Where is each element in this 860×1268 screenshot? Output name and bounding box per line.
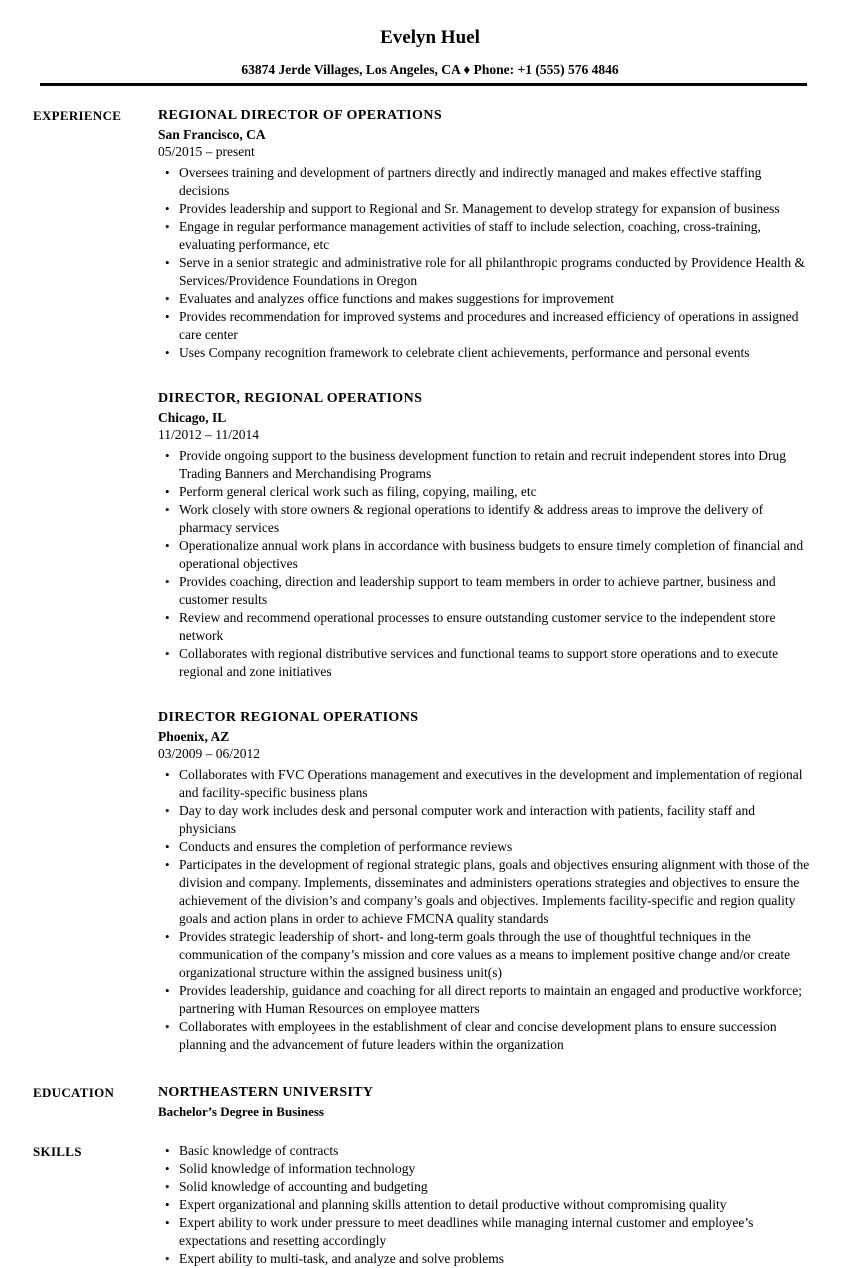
bullet-item: • Work closely with store owners & regional operations to identify & address areas to improve the delivery of pharmacy services bbox=[158, 501, 810, 537]
header-rule bbox=[40, 83, 807, 86]
bullet-item: • Day to day work includes desk and personal computer work and interaction with patients, facility staff and physicians bbox=[158, 802, 810, 838]
job-title: REGIONAL DIRECTOR OF OPERATIONS bbox=[158, 108, 443, 123]
job-location: Phoenix, AZ bbox=[158, 729, 230, 744]
job-dates: 05/2015 – present bbox=[158, 144, 255, 159]
experience-content bbox=[158, 106, 860, 1054]
job-1 bbox=[158, 106, 810, 362]
school-name: NORTHEASTERN UNIVERSITY bbox=[158, 1085, 374, 1100]
bullet-item: • Review and recommend operational processes to ensure outstanding customer service to the independent store network bbox=[158, 609, 810, 645]
bullet-item: • Provide ongoing support to the business development function to retain and recruit independent stores into Drug Trading Banners and Merchandising Programs bbox=[158, 447, 810, 483]
skill-item: • Solid knowledge of accounting and budgeting bbox=[158, 1178, 810, 1196]
bullet-item: • Operationalize annual work plans in accordance with business budgets to ensure timely completion of financial and operational objectives bbox=[158, 537, 810, 573]
skill-item: • Expert ability to work under pressure to meet deadlines while managing internal customer and employee’s expectations and resetting accordingly bbox=[158, 1214, 810, 1250]
bullet-item: • Collaborates with regional distributive services and functional teams to support store operations and to execute regional and zone initiatives bbox=[158, 645, 810, 681]
bullet-item: • Provides leadership, guidance and coaching for all direct reports to maintain an engaged and productive workforce; partnering with Human Resources on employee matters bbox=[158, 982, 810, 1018]
resume-header bbox=[0, 26, 860, 86]
bullet-item: • Provides recommendation for improved systems and procedures and increased efficiency of operations in assigned care center bbox=[158, 308, 810, 344]
skill-item: • Expert organizational and planning skills attention to detail productive without compromising quality bbox=[158, 1196, 810, 1214]
section-experience bbox=[0, 106, 860, 1054]
section-skills bbox=[0, 1142, 860, 1268]
section-label-skills: SKILLS bbox=[33, 1144, 82, 1159]
education-content bbox=[158, 1083, 860, 1121]
bullet-item: • Collaborates with FVC Operations management and executives in the development and implementation of regional and facility-specific business plans bbox=[158, 766, 810, 802]
skills-list bbox=[158, 1142, 810, 1268]
job-location: San Francisco, CA bbox=[158, 127, 266, 142]
bullet-item: • Provides leadership and support to Regional and Sr. Management to develop strategy for expansion of business bbox=[158, 200, 810, 218]
bullet-item: • Perform general clerical work such as filing, copying, mailing, etc bbox=[158, 483, 810, 501]
bullet-item: • Collaborates with employees in the establishment of clear and concise development plans to ensure succession planning and the advancement of future leaders within the organization bbox=[158, 1018, 810, 1054]
candidate-name: Evelyn Huel bbox=[380, 27, 480, 48]
job-bullet-list bbox=[158, 447, 810, 681]
job-dates: 11/2012 – 11/2014 bbox=[158, 427, 259, 442]
section-label-education: EDUCATION bbox=[33, 1085, 115, 1100]
job-location: Chicago, IL bbox=[158, 410, 227, 425]
bullet-item: • Evaluates and analyzes office functions and makes suggestions for improvement bbox=[158, 290, 810, 308]
job-2 bbox=[158, 389, 810, 681]
section-label-experience: EXPERIENCE bbox=[33, 108, 122, 123]
job-3 bbox=[158, 708, 810, 1054]
bullet-item: • Oversees training and development of partners directly and indirectly managed and makes effective staffing decisions bbox=[158, 164, 810, 200]
bullet-item: • Uses Company recognition framework to celebrate client achievements, performance and personal events bbox=[158, 344, 810, 362]
job-title: DIRECTOR REGIONAL OPERATIONS bbox=[158, 710, 419, 725]
bullet-item: • Engage in regular performance management activities of staff to include selection, coaching, cross-training, evaluating performance, etc bbox=[158, 218, 810, 254]
skill-item: • Solid knowledge of information technology bbox=[158, 1160, 810, 1178]
skill-item: • Expert ability to multi-task, and analyze and solve problems bbox=[158, 1250, 810, 1268]
job-dates: 03/2009 – 06/2012 bbox=[158, 746, 261, 761]
degree: Bachelor’s Degree in Business bbox=[158, 1104, 324, 1119]
section-education bbox=[0, 1083, 860, 1121]
bullet-item: • Serve in a senior strategic and administrative role for all philanthropic programs conducted by Providence Health & Services/Providence Foundations in Oregon bbox=[158, 254, 810, 290]
job-title: DIRECTOR, REGIONAL OPERATIONS bbox=[158, 391, 423, 406]
job-bullet-list bbox=[158, 766, 810, 1054]
bullet-item: • Provides strategic leadership of short- and long-term goals through the use of thoughtful techniques in the communication of the company’s mission and core values as a means to implement positive change and/or create organizational structure within the assigned business unit(s) bbox=[158, 928, 810, 982]
bullet-item: • Provides coaching, direction and leadership support to team members in order to achieve partner, business and customer results bbox=[158, 573, 810, 609]
job-bullet-list bbox=[158, 164, 810, 362]
bullet-item: • Conducts and ensures the completion of performance reviews bbox=[158, 838, 810, 856]
skills-content bbox=[158, 1142, 860, 1268]
skill-item: • Basic knowledge of contracts bbox=[158, 1142, 810, 1160]
contact-line: 63874 Jerde Villages, Los Angeles, CA ♦ Phone: +1 (555) 576 4846 bbox=[241, 62, 619, 77]
bullet-item: • Participates in the development of regional strategic plans, goals and objectives ensuring alignment with those of the division and company. Implements, disseminates and administers operations strategies and objectives to ensure the achievement of the division’s and company’s goals and objectives. Implements facility-specific and region quality goals and action plans in order to achieve FMCNA quality standards bbox=[158, 856, 810, 928]
